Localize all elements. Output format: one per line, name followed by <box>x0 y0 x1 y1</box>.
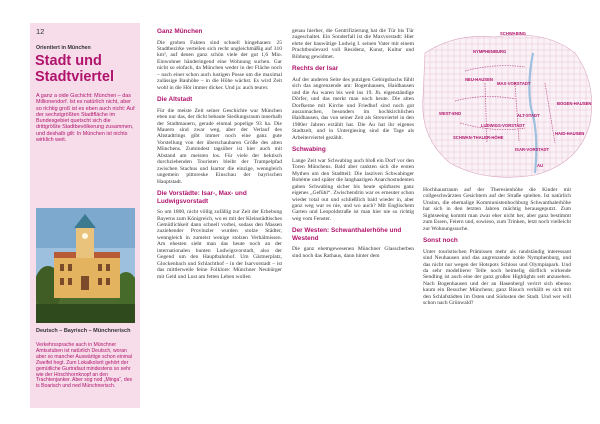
paragraph: Auf der anderen Seite des putzigen Gebirgsbachs fühlt sich das angrenzende am: Bogenhausen, Haidhausen und die Au waren bis weit ins 19. Jh. eigenständige Dörfer, und das merkt man noch heute. Die alten Dorfkerne mit Kirche und Friedhof sind noch gut auszumachen, besonders im hochkirchlichen Haidhausen, das von seiner Zeit als Streuviertel in den 1980er Jahren erzählt hat. Die Au hat ihr eigenes Stadtzelt, und in Untergiesing sind die Tage als Arbeiterviertel gezählt. <box>292 76 414 141</box>
paragraph: genau hierher, die Gentrifizierung hat die Tür bis Tür zugeschaltet. Ein Sonderfall ist die Maxvorstadt: Hier ehrte der bauwütige Ludwig I. seinen Vater mit einem Prachtboulevard voll Residenz, Kunst, Kultur und Bildung gewidmet. <box>292 28 414 60</box>
paragraph: Lange Zeit war Schwabing auch bloß ein Dorf vor den Toren Münchens. Bald aber rankten sich die ersten Mythen um den Stadtteil: Die lasziven Schwabinger Bohème und später die langhaarigen Anarchostudenten gaben Schwabing sicher bis heute spürbares ganz eigenes „Gefühl“. Zwischendrin war es erneuter schon wieder total out und schließlich bald wieder in, aber ganz weg war es nie, und wo auch? Mit Englischem Garten und Leopoldstraße ist man hier nie so richtig weg vom Fenster. <box>292 157 414 222</box>
sidebar <box>30 23 140 408</box>
map-label: SCHWABING <box>500 31 527 36</box>
heading-sonst-noch: Sonst noch <box>423 237 458 245</box>
villa-photo <box>36 208 135 323</box>
heading-rechts-der-isar: Rechts der Isar <box>292 65 339 73</box>
map-label: MAX-VORSTADT <box>497 81 531 86</box>
caption-text: Verkehrssprache auch in Münchner Amtsstuben ist natürlich Deutsch, woran aber so mancher Auswärtige schon einmal Zweifel hegt. Zum Lokalkolorit gehört der gemütliche Gurtrafaut mindestens so sehr wie der Hirschhornknopf an den Trachtenjanker. Aber sog nod „Minga“, des is Boarisch und ned Münchnerisch. <box>36 342 133 390</box>
heading-ganz-muenchen: Ganz München <box>157 28 203 35</box>
district-map <box>415 23 600 185</box>
heading-schwabing: Schwabing <box>292 146 326 154</box>
title-line-2: Stadtviertel <box>35 68 114 85</box>
paragraph: Hochhaustraum auf der Theresienhöhe die Kinder mit collgeschwärzten Gesichtern auf der Straße spielten. Ist natürlich Unsinn, die ehemalige Kommunistenhochburg Schwanthalerhöhe hat sich in den letzten Jahren mächtig herausgeputzt. Zum Sightseeing kommt man zwar eher nicht her, aber ganz bestimmt zum Essen, Feiern und, sowieso, zum Trinken, letzt noch vielleicht zur Wohnungssuche. <box>423 187 571 232</box>
column-2 <box>292 28 414 262</box>
map-label: BOGEN-HAUSEN <box>557 101 592 106</box>
heading-vorstaedte: Die Vorstädte: Isar-, Max- und Ludwigsvorstadt <box>157 190 247 205</box>
column-1 <box>157 28 282 283</box>
heading-westen: Der Westen: Schwanthalerhöhe und Westend <box>292 227 402 242</box>
paragraph: Unter touristischen Prämissen mehr als randständig interessant sind Neuhausen und das angrenzende noble Nymphenburg, und das nicht nur wegen der Hotspots Schloss und Olympiapark. Und da sehr modellierer Telle noch heimelig dörflich wirkende Sendling ist auch eine der ganz großen Highlights seit anzusehen. Nach Bogenhausen und der an Hasenbergl verirrt sich ebenso kaum ein Besucher Münchens; ganz Bisuch verhällt es sich mit den Schlafstädten im Osten und Südosten der Stadt. Und wer will schon nach Grünwald? <box>423 248 571 307</box>
section-kicker: Orientiert in München <box>36 45 91 51</box>
map-label: HAID-HAUSEN <box>555 131 585 136</box>
paragraph: Für die meiste Zeit seiner Geschichte war München eben nur das, der dicht bebaute Siedlungsraum innerhalb der Stadtmauern, gerade einmal popelige 93 ha. Die Mauern sind zwar weg, aber der Verlauf des Altstadtrings gibt immer noch eine ganz gute Vorstellung von der überschaubaren Größe des alten Münchens. Zumindest tagsüber ist hier auch mit Abstand am meisten los. Für viele der hektisch durchziehenden Touristen bleibt der Trampelpfad zwischen Stachus und Isartor die einzige, wenngleich ungemein pittoreske Einschau der bayrischen Hauptstadt. <box>157 107 282 185</box>
map-label: AU <box>537 163 544 168</box>
paragraph: Die ganz ehemgewesenen Münchner Glasscherben sind noch das Rathaus, dann hinter dem <box>292 246 414 259</box>
map-label: ALT-STADT <box>517 113 540 118</box>
page-number: 12 <box>36 27 45 36</box>
page-title <box>35 54 114 85</box>
map-label: SCHWAN-THALER-HÖHE <box>453 135 504 140</box>
heading-altstadt: Die Altstadt <box>157 96 193 104</box>
map-label: ISAR-VORSTADT <box>515 147 550 152</box>
title-line-1: Stadt und <box>35 53 102 69</box>
map-label: NYMPHENBURG <box>473 49 507 54</box>
map-label: LUDWIGS-VORSTADT <box>481 123 525 128</box>
map-label: WEST-END <box>439 111 462 116</box>
caption-title: Deutsch – Bayrisch – Münchnerisch <box>36 328 131 334</box>
paragraph: So um 1800, nicht völlig zufällig zur Zeit der Erhebung Bayerns zum Königreich, wo es mit der Kleinstädtisches Gemütlichkeit dann schnell vorbei, sodass den Massen zuziehender Provinzler wurden stolze Städter, wenngleich in zumeist wenige stolzen Verhältnissen. Am ehesten sieht man das heute noch an der internationalen bunten Ludwigsvorstadt, also der Gegend um den Hauptbahnhof. Um Gärtnerplatz, Glockenbach und Schlachthof – in der Isarvorstadt – ist das mittlerweile feine Folklore: Münchner Neubürger mit Geld und Lust am fetten Leben wollen <box>157 209 282 280</box>
column-3 <box>423 187 571 310</box>
intro-text: A ganz a oide Gschicht: München – das Millionendorf. Ist es natürlich nicht, aber so richtig groß ist es eben auch nicht: Auf der sechstgrößten Stadtfläche im Bundesgebiet quetscht sich die drittgrößte Stadtbevölkerung zusammen, und deshalb gilt: In München ist nichts wirklich weit. <box>36 93 135 144</box>
map-label: NEU-HAUSEN <box>465 77 493 82</box>
paragraph: Die groben Fakten sind schnell hingehauen: 25 Stadtbezirke verteilen sich recht ungleichmäßig auf 310 km², auf denen ganz schön viele der gut 1,6 Mio. Einwohner händeringend eine Wohnung suchen. Gar nicht so einfach, da München weder in der Fläche noch – nach einer schon auch lustigen Posse um die maximal zulässige Bauhöhe – in die Höhe wächst. Es wird Zeit wohl in die Hör immer dicker. Und ja: auch teurer. <box>157 39 282 91</box>
